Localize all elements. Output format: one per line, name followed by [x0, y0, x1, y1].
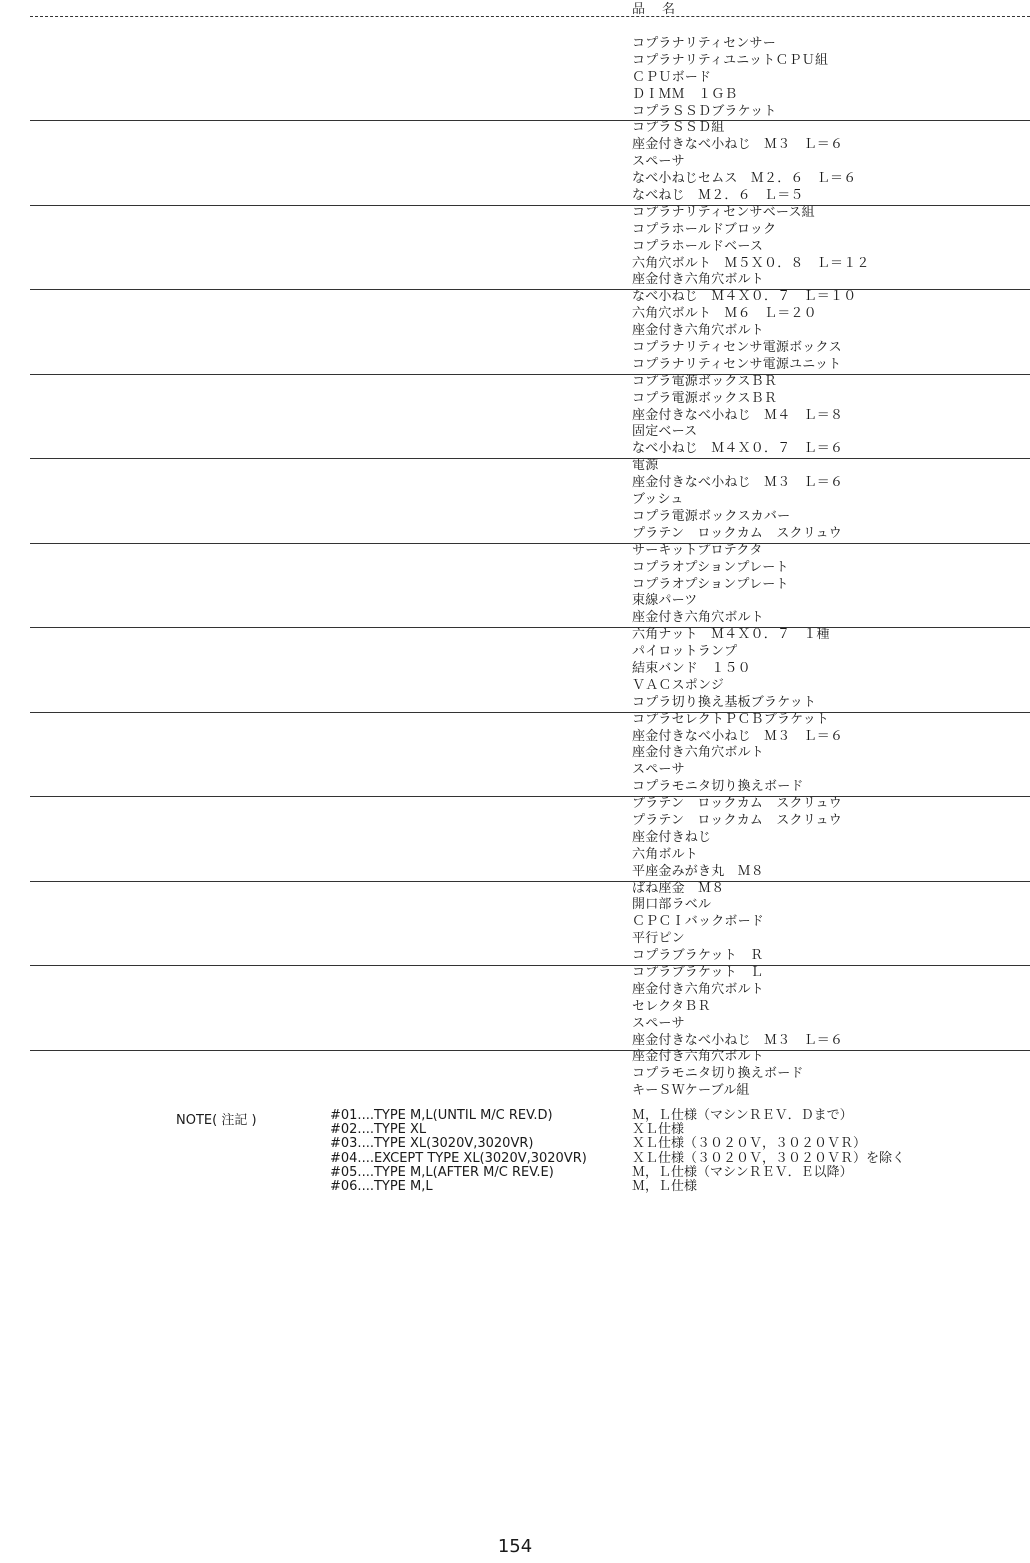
part-row: 座金付きなべ小ねじ Ｍ３ Ｌ＝６	[632, 475, 844, 491]
part-row: 平座金みがき丸 Ｍ８	[632, 863, 765, 879]
note-description: Ｍ，Ｌ仕様	[632, 1178, 698, 1194]
part-row: スペーサ	[632, 154, 685, 170]
part-row: なべ小ねじセムス Ｍ２．６ Ｌ＝６	[632, 171, 857, 187]
part-row: 座金付きなべ小ねじ Ｍ３ Ｌ＝６	[632, 137, 844, 153]
part-row: コプラナリティセンサー	[632, 36, 776, 51]
part-row: プラテン ロックカム スクリュウ	[632, 525, 842, 541]
group-separator-line	[30, 205, 1030, 206]
part-row: 座金付き六角穴ボルト	[632, 272, 765, 288]
part-row: コプラナリティセンサ電源ボックス	[632, 340, 842, 356]
part-row: コプラモニタ切り換えボード	[632, 1066, 804, 1082]
part-row: コプラＳＳＤブラケット	[632, 103, 777, 119]
part-row: コプラモニタ切り換えボード	[632, 779, 804, 795]
note-code: #01....TYPE M,L(UNTIL M/C REV.D)	[330, 1108, 553, 1123]
note-code: #05....TYPE M,L(AFTER M/C REV.E)	[330, 1164, 554, 1180]
group-separator-line	[30, 289, 1030, 290]
part-row: コプラ電源ボックスカバー	[632, 508, 791, 524]
part-row: コプラホールドベース	[632, 238, 764, 254]
part-row: パイロットランプ	[632, 644, 738, 660]
part-row: コプラナリティユニットＣＰＵ組	[632, 52, 829, 68]
part-row: 電源	[632, 458, 659, 474]
note-code: #02....TYPE XL	[330, 1122, 427, 1138]
part-row: コプラナリティセンサ電源ユニット	[632, 356, 842, 372]
group-separator-line	[30, 543, 1030, 544]
note-code: #04....EXCEPT TYPE XL(3020V,3020VR)	[330, 1150, 587, 1166]
note-description: ＸＬ仕様（３０２０Ｖ，３０２０ＶＲ）	[632, 1136, 867, 1152]
part-row: ＤＩＭＭ １ＧＢ	[632, 86, 738, 102]
page-number: 154	[497, 1536, 533, 1557]
part-row: スペーサ	[632, 1015, 685, 1031]
part-name-column-header: 品 名	[632, 2, 678, 17]
part-row: ブッシュ	[632, 492, 684, 508]
part-row: コプラＳＳＤ組	[632, 120, 725, 136]
part-row: コプラブラケット Ｒ	[632, 948, 764, 964]
part-row: コプラセレクトＰＣＢブラケット	[632, 711, 830, 727]
part-row: なべ小ねじ Ｍ４Ｘ０．７ Ｌ＝６	[632, 441, 844, 457]
part-row: プラテン ロックカム スクリュウ	[632, 812, 842, 828]
part-row: 六角穴ボルト Ｍ５Ｘ０．８ Ｌ＝１２	[632, 255, 870, 271]
group-separator-line	[30, 712, 1030, 713]
note-descriptions-list	[632, 1109, 905, 1194]
part-row: 束線パーツ	[632, 593, 698, 609]
note-codes-list	[330, 1109, 587, 1194]
group-separator-line	[30, 881, 1030, 882]
part-row: コプラナリティセンサベース組	[632, 204, 815, 220]
part-row: ばね座金 Ｍ８	[632, 880, 725, 896]
group-separator-line	[30, 374, 1030, 375]
part-row: 座金付き六角穴ボルト	[632, 981, 765, 997]
part-row: キーＳＷケーブル組	[632, 1083, 750, 1099]
part-row: ＶＡＣスポンジ	[632, 677, 725, 693]
part-row: スペーサ	[632, 762, 685, 778]
part-row: コプラブラケット Ｌ	[632, 964, 764, 980]
part-row: コプラホールドブロック	[632, 221, 777, 237]
note-description: ＸＬ仕様（３０２０Ｖ，３０２０ＶＲ）を除く	[632, 1150, 906, 1166]
part-row: コプラオプションプレート	[632, 576, 789, 592]
part-row: 平行ピン	[632, 931, 685, 947]
part-row: 開口部ラベル	[632, 897, 712, 913]
part-row: 座金付きなべ小ねじ Ｍ４ Ｌ＝８	[632, 407, 844, 423]
part-row: 座金付きなべ小ねじ Ｍ３ Ｌ＝６	[632, 1032, 844, 1048]
part-row: 座金付きねじ	[632, 829, 712, 845]
part-row: ＣＰＣＩバックボード	[632, 914, 765, 930]
part-row: コプラ電源ボックスＢＲ	[632, 390, 778, 406]
group-separator-line	[30, 627, 1030, 628]
header-dashed-divider	[30, 16, 1030, 17]
part-row: なべ小ねじ Ｍ４Ｘ０．７ Ｌ＝１０	[632, 289, 857, 305]
part-row: コプラオプションプレート	[632, 559, 789, 575]
part-row: 座金付きなべ小ねじ Ｍ３ Ｌ＝６	[632, 728, 844, 744]
note-code: #06....TYPE M,L	[330, 1178, 433, 1194]
part-row: 結束バンド １５０	[632, 660, 751, 676]
part-row: プラテン ロックカム スクリュウ	[632, 796, 842, 812]
group-separator-line	[30, 796, 1030, 797]
part-row: ＣＰＵボード	[632, 69, 712, 85]
part-row: コプラ切り換え基板ブラケット	[632, 694, 817, 710]
note-description: Ｍ，Ｌ仕様（マシンＲＥＶ．Ｄまで）	[632, 1108, 853, 1123]
part-row: 座金付き六角穴ボルト	[632, 745, 765, 761]
part-row: 固定ベース	[632, 424, 698, 440]
part-row: 座金付き六角穴ボルト	[632, 1049, 765, 1065]
parts-list	[632, 36, 870, 1100]
group-separator-line	[30, 965, 1030, 966]
note-label: NOTE( 注記 )	[176, 1113, 257, 1128]
part-row: なべねじ Ｍ２．６ Ｌ＝５	[632, 188, 804, 204]
group-separator-line	[30, 120, 1030, 121]
group-separator-line	[30, 1050, 1030, 1051]
part-row: 六角穴ボルト Ｍ６ Ｌ＝２０	[632, 306, 817, 322]
part-row: 六角ボルト	[632, 846, 699, 862]
part-row: 六角ナット Ｍ４Ｘ０．７ １種	[632, 627, 830, 643]
group-separator-line	[30, 458, 1030, 459]
part-row: サーキットプロテクタ	[632, 542, 763, 558]
note-description: ＸＬ仕様	[632, 1122, 685, 1138]
part-row: 座金付き六角穴ボルト	[632, 610, 765, 626]
part-row: セレクタＢＲ	[632, 998, 711, 1014]
note-code: #03....TYPE XL(3020V,3020VR)	[330, 1136, 534, 1152]
note-description: Ｍ，Ｌ仕様（マシンＲＥＶ．Ｅ以降）	[632, 1164, 853, 1180]
part-row: 座金付き六角穴ボルト	[632, 323, 765, 339]
part-row: コプラ電源ボックスＢＲ	[632, 373, 778, 389]
